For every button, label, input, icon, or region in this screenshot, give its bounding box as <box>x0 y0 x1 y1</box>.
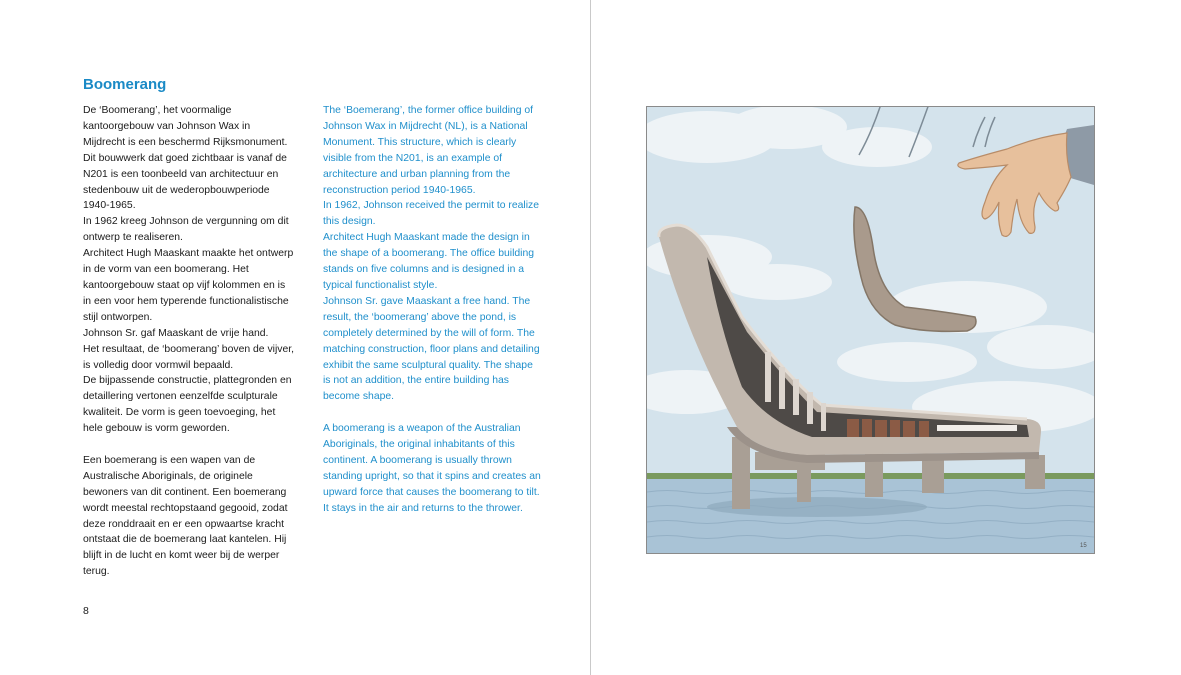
dutch-paragraph: Het resultaat, de ‘boomerang’ boven de vijver, is volledig door vormwil bepaald. <box>83 343 295 371</box>
page-heading: Boomerang <box>83 76 167 93</box>
boomerang-building-illustration <box>646 106 1095 554</box>
right-page <box>591 0 1181 675</box>
english-text-column <box>323 103 543 517</box>
page-number: 8 <box>83 605 89 617</box>
english-paragraph: Architect Hugh Maaskant made the design in the shape of a boomerang. The office building stands on five columns and is designed in a typical functionalist style. <box>323 232 535 291</box>
left-page <box>0 0 590 675</box>
dutch-paragraph: Johnson Sr. gaf Maaskant de vrije hand. <box>83 327 269 339</box>
artist-signature: 15 <box>1080 543 1087 549</box>
english-paragraph: The ‘Boemerang’, the former office building of Johnson Wax in Mijdrecht (NL), is a National Monument. This structure, which is clearly visible from the N201, is an example of architecture and urban planning from the reconstruction period 1940-1965. <box>323 105 534 196</box>
illustration-svg <box>647 107 1094 553</box>
dutch-paragraph: De ‘Boomerang’, het voormalige kantoorgebouw van Johnson Wax in Mijdrecht is een beschermd Rijksmonument. Dit bouwwerk dat goed zichtbaar is vanaf de N201 is een toonbeeld van architectuur en stedenbouw uit de wederopbouwperiode 1940-1965. <box>83 105 288 212</box>
english-paragraph: In 1962, Johnson received the permit to realize this design. <box>323 200 540 228</box>
dutch-paragraph: De bijpassende constructie, plattegronden en detaillering vertonen eenzelfde sculpturale kwaliteit. De vorm is geen toevoeging, het hele gebouw is vorm geworden. <box>83 375 292 435</box>
dutch-text-column <box>83 103 295 580</box>
english-paragraph: A boomerang is a weapon of the Australian Aboriginals, the original inhabitants of this continent. A boomerang is usually thrown standing upright, so that it spins and creates an upward force that causes the boomerang to tilt. It stays in the air and returns to the thrower. <box>323 423 541 514</box>
dutch-paragraph: In 1962 kreeg Johnson de vergunning om dit ontwerp te realiseren. <box>83 216 289 244</box>
english-paragraph: Johnson Sr. gave Maaskant a free hand. The result, the ‘boomerang’ above the pond, is completely determined by the will of form. The matching construction, floor plans and detailing exhibit the same sculptural quality. The shape is not an addition, the entire building has become shape. <box>323 295 540 403</box>
dutch-paragraph: Een boemerang is een wapen van de Australische Aboriginals, de originele bewoners van dit continent. Een boemerang wordt meestal rechtopstaand gegooid, zodat deze ronddraait en er een opwaartse kracht ontstaat die de boemerang laat kantelen. Hij blijft in de lucht en komt weer bij de werper terug. <box>83 454 288 578</box>
dutch-paragraph: Architect Hugh Maaskant maakte het ontwerp in de vorm van een boomerang. Het kantoorgebouw staat op vijf kolommen en is in een voor hem typerende functionalistische stijl ontworpen. <box>83 248 294 323</box>
right-windows <box>937 425 1017 431</box>
